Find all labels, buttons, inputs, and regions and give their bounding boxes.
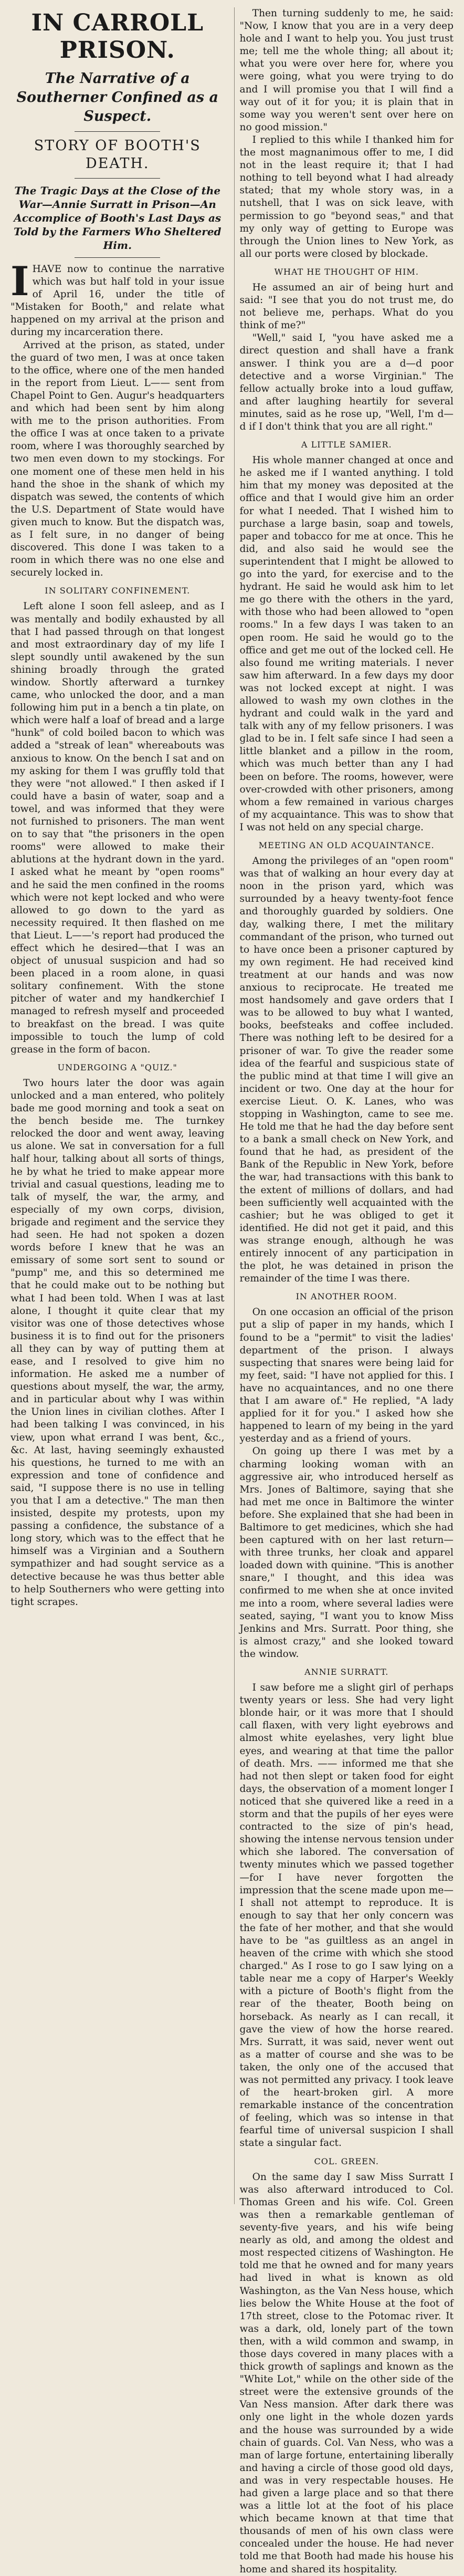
divider [75,131,160,132]
paragraph: "Well," said I, "you have asked me a direct question and shall have a frank answer. I think you are a d—d poor detective and a worse Virginian." The fellow actually broke into a loud guffaw, and after laughing heartily for several minutes, said as he rose up, "Well, I'm d—d if I don't think that you are all right." [239,332,454,432]
paragraph: Left alone I soon fell asleep, and as I was mentally and bodily exhausted by all that I had passed through on that longest and most extraordinary day of my life I slept soundly until awakened by the sun shining broadly through the grated window. Shortly afterward a turnkey came, who unlocked the door, and a man following him put in a bench a tin plate, on which were half a loaf of bread and a large "hunk" of cold boiled bacon to which was added a "streak of lean" whereabouts was anxious to know. On the bench I sat and on my asking for them I was gruffly told that they were "not allowed." I then asked if I could have a basin of water, soap and a towel, and was informed that they were not furnished to prisoners. The man went on to say that "the prisoners in the open rooms" were allowed to make their ablutions at the hydrant down in the yard. I asked what he meant by "open rooms" and he said the men confined in the rooms which were not kept locked and who were allowed to go down to the yard as necessity required. It then flashed on me that Lieut. L——'s report had produced the effect which he desired—that I was an object of unusual suspicion and had so been placed in a room alone, in quasi solitary confinement. With the stone pitcher of water and my handkerchief I managed to refresh myself and proceeded to breakfast on the bread. I was quite impossible to touch the lump of cold grease in the form of bacon. [10,601,225,1055]
section-head: WHAT HE THOUGHT OF HIM. [274,266,419,277]
drop-cap: I [10,258,29,305]
section-head: COL. GREEN. [314,2156,379,2166]
divider [75,257,160,258]
intro-text: HAVE now to continue the narrative which was but half told in your issue of April 16, under the title of "Mistaken for Booth," and relate what happened on my arrival at the prison and during my incarceration there. [10,264,225,338]
section-head: MEETING AN OLD ACQUAINTANCE. [258,840,435,850]
section-head: IN SOLITARY CONFINEMENT. [45,586,191,596]
column-2 [234,7,454,2575]
intro-paragraph [10,258,225,339]
paragraph: Two hours later the door was again unlocked and a man entered, who politely bade me good morning and took a seat on the bench beside me. The turnkey relocked the door and went away, leaving us alone. We sat in conversation for a full half hour, talking about all sorts of things, he by what he tried to make appear more trivial and casual questions, leading me to talk of myself, the war, the army, and especially of my own corps, division, brigade and regiment and the service they had seen. He had not spoken a dozen words before I knew that he was an emissary of some sort sent to sound or "pump" me, and this so determined me that he could make out to be nothing but what I had been told. When I was at last alone, I thought it quite clear that my visitor was one of those detectives whose business it is to find out for the prisoners all they can by way of putting them at ease, and I resolved to give him no information. He asked me a number of questions about myself, the war, the army, and in particular about why I was within the Union lines in civilian clothes. After I had been talking I was convinced, in his view, upon what errand I was bent, &c., &c. At last, having seemingly exhausted his questions, he turned to me with an expression and tone of confidence and said, "I suppose there is no use in telling you that I am a detective." The man then insisted, despite my protests, upon my passing a confidence, the substance of a long story, which was to the effect that he himself was a Virginian and a Southern sympathizer and had sought service as a detective because he was thus better able to help Southerners who were getting into tight scrapes. [10,1077,225,1608]
divider [75,178,160,179]
story-title: STORY OF BOOTH'S DEATH. [34,138,201,172]
column-1 [10,7,225,2204]
section-head: IN ANOTHER ROOM. [296,1291,397,1302]
deck: The Narrative of a Southerner Confined as a Suspect. [16,70,218,124]
section-head: UNDERGOING A "QUIZ." [57,1062,177,1072]
paragraph: I replied to this while I thanked him for the most magnanimous offer to me, I did not in the least require it; that I had nothing to tell beyond what I had already stated; that my whole story was, in a nutshell, that I was on sick leave, with permission to go "beyond seas," and that my only way of getting to Europe was through the Union lines to New York, as all our ports were closed by blockade. [239,134,454,259]
paragraph: His whole manner changed at once and he asked me if I wanted anything. I told him that my money was deposited at the office and that I would give him an order for what I needed. That I wished him to purchase a large basin, soap and towels, paper and tobacco for me at once. This he did, and also said he would see the superintendent that I might be allowed to go into the yard, for exercise and to the hydrant. He said he would ask him to let me go there with the others in the yard, with those who had been allowed to "open rooms." In a few days I was taken to an open room. He said he would go to the office and get me out of the locked cell. He also found me writing materials. I never saw him afterward. In a few days my door was not locked except at night. I was allowed to wash my own clothes in the hydrant and could walk in the yard and talk with any of my fellow prisoners. I was glad to be in. I felt safe since I had seen a little blanket and a pillow in the room, which was much better than any I had been on before. The rooms, however, were over-crowded with other prisoners, among whom a few remained in various charges of my acquaintance. This was to show that I was not held on any special charge. [239,455,454,833]
paragraph: On the same day I saw Miss Surratt I was also afterward introduced to Col. Thomas Green and his wife. Col. Green was then a remarkable gentleman of seventy-five years, and his wife being nearly as old, and among the oldest and most respected citizens of Washington. He told me that he owned and for many years had lived in what is known as old Washington, as the Van Ness house, which lies below the White House at the foot of 17th street, close to the Potomac river. It was a dark, old, lonely part of the town then, with a wild common and swamp, in those days covered in many places with a thick growth of saplings and known as the "White Lot," while on the other side of the street were the extensive grounds of the Van Ness mansion. After dark there was only one light in the whole dozen yards and the house was surrounded by a wide chain of guards. Col. Van Ness, who was a man of large fortune, entertaining liberally and having a circle of those good old days, and was in very respectable houses. He had given a large place and so that there was a little lot at the foot of his place which became known at that time that thousands of men of his own class were concealed under the house. He had never told me that Booth had made his house his home and shared its hospitality. [239,2171,454,2575]
paragraph: Arrived at the prison, as stated, under the guard of two men, I was at once taken to the office, where one of the men handed in the report from Lieut. L—— sent from Chapel Point to Gen. Augur's headquarters and which had been sent by him along with me to the prison authorities. From the office I was at once taken to a private room, where I was thoroughly searched by two men even down to my stockings. For one moment one of these men held in his hand the shoe in the shank of which my dispatch was sewed, the contents of which the U.S. Department of State would have given much to know. But the dispatch was, as I felt sure, in no danger of being discovered. This done I was taken to a room in which there was no one else and securely locked in. [10,339,225,579]
headline: IN CARROLL PRISON. [31,9,204,64]
section-head: ANNIE SURRATT. [304,1667,389,1677]
paragraph: He assumed an air of being hurt and said: "I see that you do not trust me, do not believe me, perhaps. What do you think of me?" [239,281,454,331]
paragraph: On going up there I was met by a charming looking woman with an aggressive air, who introduced herself as Mrs. Jones of Baltimore, saying that she had met me once in Baltimore the winter before. She explained that she had been in Baltimore to get medicines, which she had been captured with on her last return—with three trunks, her cloak and apparel loaded down with quinine. "This is another snare," I thought, and this idea was confirmed to me when she at once invited me into a room, where several ladies were seated, saying, "I want you to know Miss Jenkins and Mrs. Surratt. Poor thing, she is almost crazy," and she looked toward the window. [239,1446,454,1660]
subdeck: The Tragic Days at the Close of the War—Annie Surratt in Prison—An Accomplice of Booth's Last Days as Told by the Farmers Who Sheltered Him. [13,184,222,252]
paragraph: On one occasion an official of the prison put a slip of paper in my hands, which I found to be a "permit" to visit the ladies' department of the prison. I always suspecting that snares were being laid for my feet, said: "I have not applied for this. I have no acquaintances, and no one there that I am aware of." He replied, "A lady applied for it for you." I asked how she happened to learn of my being in the yard yesterday and as a friend of yours. [239,1307,454,1445]
paragraph: I saw before me a slight girl of perhaps twenty years or less. She had very light blonde hair, or it was more that I should call flaxen, with very light eyebrows and almost white eyelashes, very light blue eyes, and wearing at that time the pallor of death. Mrs. —— informed me that she had not then slept or taken food for eight days, the observation of a moment longer I noticed that she quivered like a reed in a storm and that the pupils of her eyes were contracted to the size of pin's head, showing the intense nervous tension under which she labored. The conversation of twenty minutes which we passed together—for I have never forgotten the impression that the scene made upon me—I shall not attempt to reproduce. It is enough to say that her only concern was the fate of her mother, and that she would have to be "as guiltless as an angel in heaven of the crime with which she stood charged." As I rose to go I saw lying on a table near me a copy of Harper's Weekly with a picture of Booth's flight from the rear of the theater, Booth being on horseback. As nearly as I can recall, it gave the view of how the horse reared. Mrs. Surratt, it was said, never went out as a matter of course and she was to be taken, the only one of the accused that was not permitted any privacy. I took leave of the heart-broken girl. A more remarkable instance of the concentration of feeling, which was so intense in that fearful time of universal suspicion I shall state a singular fact. [239,1682,454,2149]
paragraph: Then turning suddenly to me, he said: "Now, I know that you are in a very deep hole and I want to help you. You just trust me; tell me the whole thing; all about it; what you were over here for, where you were going, what you were trying to do and I will promise you that I will find a way out of it for you; it is plain that in some way you weren't sent over here on no good mission." [239,8,454,133]
paragraph: Among the privileges of an "open room" was that of walking an hour every day at noon in the prison yard, which was surrounded by a heavy twenty-foot fence and thoroughly guarded by soldiers. One day, walking there, I met the military commandant of the prison, who turned out to have once been a prisoner captured by my own regiment. He had received kind treatment at our hands and was now anxious to reciprocate. He treated me most handsomely and gave orders that I was to be allowed to buy what I wanted, books, beefsteaks and coffee included. There was nothing left to be desired for a prisoner of war. To give the reader some idea of the fearful and suspicious state of the public mind at that time I will give an incident or two. One day at the hour for exercise Lieut. O. K. Lanes, who was stopping in Washington, came to see me. He told me that he had the day before sent to a bank a small check on New York, and found that he had, as president of the Bank of the Republic in New York, before the war, had transactions with this bank to the extent of millions of dollars, and had been sufficiently well acquainted with the cashier; but he was obliged to get it identified. He did not get it paid, and this was strange enough, although he was entirely innocent of any participation in the plot, he was detained in prison the remainder of the time I was there. [239,856,454,1285]
section-head: A LITTLE SAMIER. [301,440,392,450]
